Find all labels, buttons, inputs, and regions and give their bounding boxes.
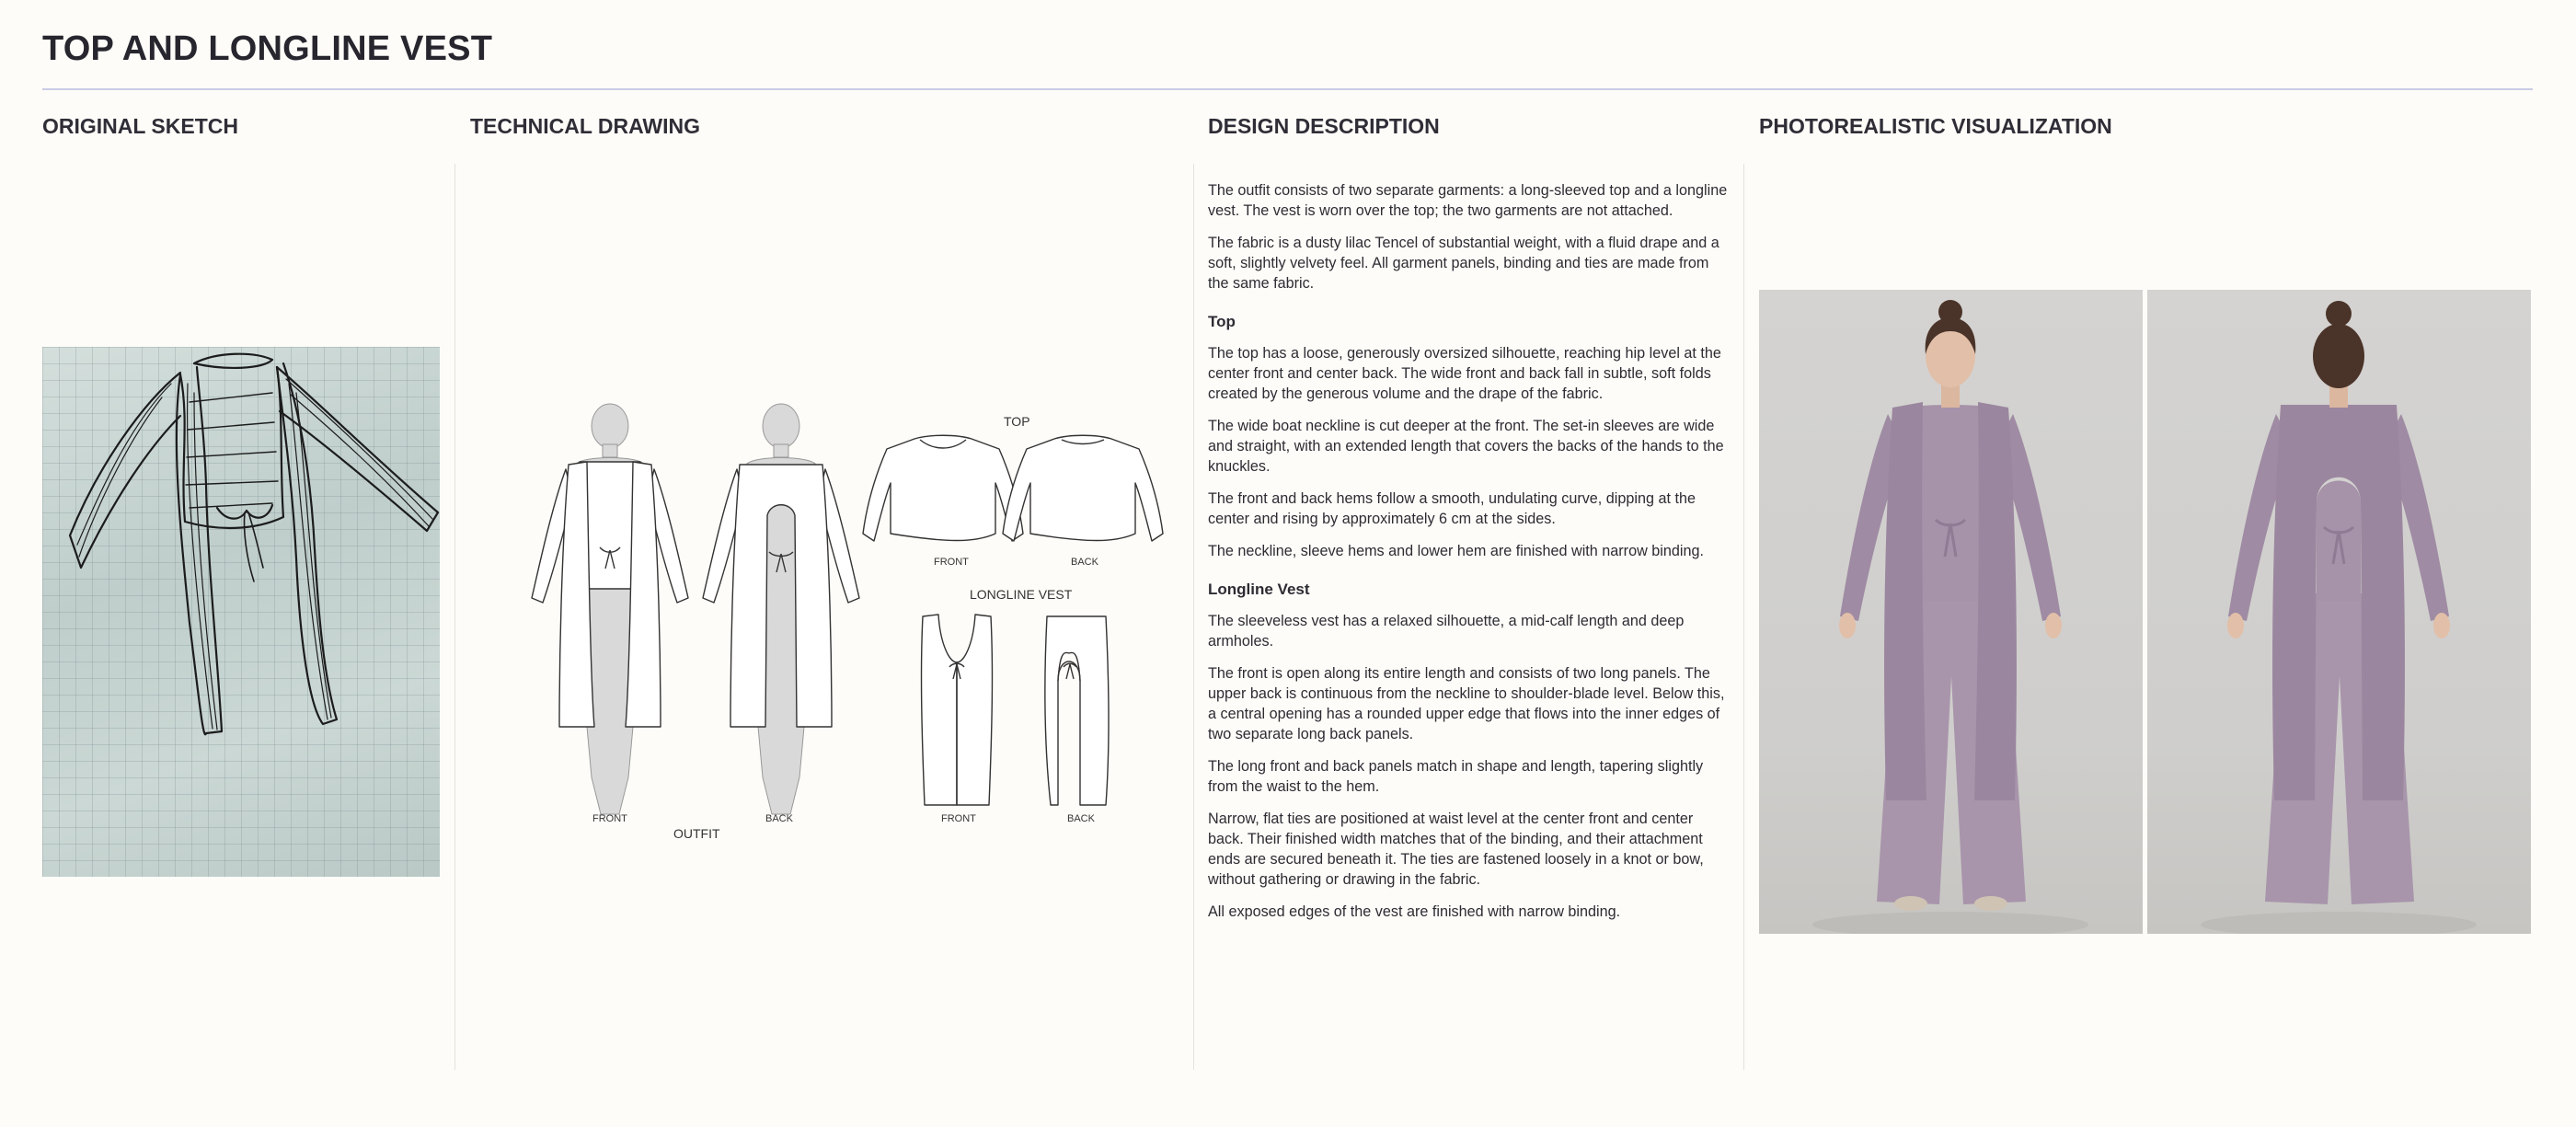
top-front-label: FRONT xyxy=(934,557,969,568)
vest-paragraph: Narrow, flat ties are positioned at waist level at the center front and center back. Their finished width matches that of the binding, and their attachment ends are secured beneath it. The ties are fastened loosely in a knot or bow, without gathering or drawing in the fabric. xyxy=(1208,811,1704,888)
outfit-back-label: BACK xyxy=(765,813,793,824)
vest-paragraph: All exposed edges of the vest are finished with narrow binding. xyxy=(1208,903,1621,920)
vest-section-heading: Longline Vest xyxy=(1208,581,1310,598)
design-description xyxy=(1208,180,1732,934)
vest-paragraph: The sleeveless vest has a relaxed silhouette, a mid-calf length and deep armholes. xyxy=(1208,613,1685,650)
original-sketch xyxy=(42,347,440,877)
sketch-drawing xyxy=(42,347,440,877)
top-paragraph: The front and back hems follow a smooth, undulating curve, dipping at the center and rising by approximately 6 cm at the sides. xyxy=(1208,490,1696,527)
top-section-heading: Top xyxy=(1208,313,1236,330)
column-divider xyxy=(1743,164,1744,1070)
top-paragraph: The wide boat neckline is cut deeper at the front. The set-in sleeves are wide and straight, with an extended length that covers the backs of the hands to the knuckles. xyxy=(1208,418,1724,475)
vest-front-label: FRONT xyxy=(941,813,976,824)
title-divider xyxy=(42,88,2533,90)
column-divider xyxy=(1193,164,1194,1070)
flat-sketches xyxy=(515,386,1178,846)
visualization-heading: PHOTOREALISTIC VISUALIZATION xyxy=(1759,114,2112,138)
photo-back xyxy=(2147,290,2531,934)
vest-paragraph: The front is open along its entire length and consists of two long panels. The upper back is continuous from the neckline to shoulder-blade level. Below this, a central opening has a rounded upper edge that flows into the inner edges of two separate long back panels. xyxy=(1208,665,1725,742)
outfit-label: OUTFIT xyxy=(673,826,720,841)
sketch-heading: ORIGINAL SKETCH xyxy=(42,114,238,138)
vest-back-label: BACK xyxy=(1067,813,1095,824)
technical-heading: TECHNICAL DRAWING xyxy=(470,114,701,138)
column-divider xyxy=(454,164,455,1070)
model-back-illustration xyxy=(2147,290,2531,934)
page-title: TOP AND LONGLINE VEST xyxy=(42,29,493,68)
top-back-label: BACK xyxy=(1071,557,1098,568)
outfit-front-label: FRONT xyxy=(592,813,627,824)
vest-paragraph: The long front and back panels match in shape and length, tapering slightly from the waist to the hem. xyxy=(1208,758,1704,795)
top-paragraph: The top has a loose, generously oversized silhouette, reaching hip level at the center front and center back. The wide front and back fall in subtle, soft folds created by the generous volume and the drape of the fabric. xyxy=(1208,345,1721,402)
photo-front xyxy=(1759,290,2143,934)
top-label: TOP xyxy=(1004,414,1030,429)
top-paragraph: The neckline, sleeve hems and lower hem are finished with narrow binding. xyxy=(1208,543,1704,559)
description-heading: DESIGN DESCRIPTION xyxy=(1208,114,1440,138)
intro-paragraph: The outfit consists of two separate garments: a long-sleeved top and a longline vest. The vest is worn over the top; the two garments are not attached. xyxy=(1208,182,1728,219)
technical-drawing xyxy=(515,386,1178,846)
intro-paragraph: The fabric is a dusty lilac Tencel of substantial weight, with a fluid drape and a soft, slightly velvety feel. All garment panels, binding and ties are made from the same fabric. xyxy=(1208,235,1719,292)
model-front-illustration xyxy=(1759,290,2143,934)
vest-label: LONGLINE VEST xyxy=(970,587,1073,602)
